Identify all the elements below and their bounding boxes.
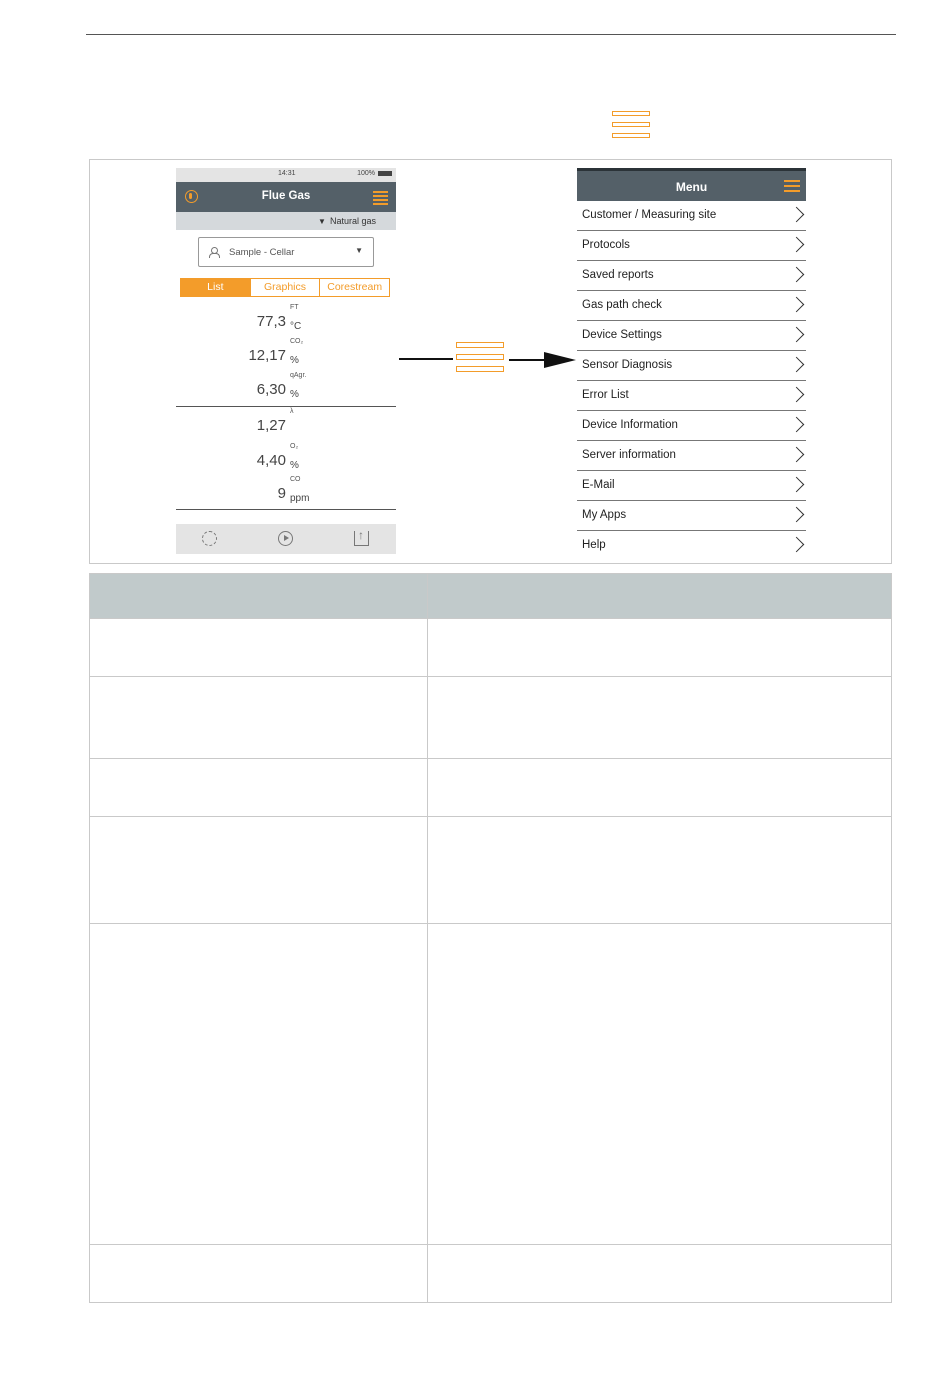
measurement-value: 9 xyxy=(277,485,286,502)
connector-line xyxy=(399,358,453,360)
menu-item-help[interactable] xyxy=(577,531,806,561)
chevron-right-icon xyxy=(789,387,805,403)
chevron-right-icon xyxy=(789,537,805,553)
table-cell xyxy=(90,677,428,759)
menu-item-device-information[interactable] xyxy=(577,411,806,441)
battery-icon xyxy=(378,171,392,176)
table-row xyxy=(90,1245,892,1303)
tab-list[interactable]: List xyxy=(181,279,251,296)
description-table xyxy=(89,573,892,1303)
menu-item-e-mail[interactable] xyxy=(577,471,806,501)
chevron-right-icon xyxy=(789,297,805,313)
connector-line xyxy=(509,359,547,361)
measurement-unit: % xyxy=(290,389,299,400)
menu-item-my-apps[interactable] xyxy=(577,501,806,531)
measurement-parameter: FT xyxy=(290,304,299,311)
menu-item-customer-measuring-site[interactable] xyxy=(577,201,806,231)
table-row xyxy=(90,759,892,817)
measurement-row xyxy=(176,443,396,473)
table-cell xyxy=(90,817,428,924)
menu-item-saved-reports[interactable] xyxy=(577,261,806,291)
person-icon xyxy=(209,247,218,257)
table-cell xyxy=(428,924,892,1245)
play-icon[interactable] xyxy=(278,531,293,546)
table-header-cell xyxy=(90,574,428,619)
measurement-parameter: O₂ xyxy=(290,443,299,450)
status-bar xyxy=(176,168,396,182)
measurement-row xyxy=(176,476,396,506)
menu-item-label: Help xyxy=(582,539,606,551)
table-row xyxy=(90,817,892,924)
table-header-row xyxy=(90,574,892,619)
measurement-value: 1,27 xyxy=(256,417,286,434)
customer-value: Sample - Cellar xyxy=(229,247,295,258)
phone-screen-flue-gas xyxy=(176,168,396,554)
hamburger-menu-icon[interactable] xyxy=(784,180,800,195)
measurement-parameter: CO xyxy=(290,476,301,483)
table-row xyxy=(90,619,892,677)
menu-item-server-information[interactable] xyxy=(577,441,806,471)
measurement-unit: % xyxy=(290,355,299,366)
menu-item-label: Error List xyxy=(582,389,629,401)
export-icon[interactable] xyxy=(354,531,369,546)
menu-item-error-list[interactable] xyxy=(577,381,806,411)
status-time: 14:31 xyxy=(278,170,296,177)
menu-item-label: Saved reports xyxy=(582,269,654,281)
chevron-right-icon xyxy=(789,327,805,343)
chevron-right-icon xyxy=(789,447,805,463)
measurement-row xyxy=(176,304,396,334)
measurement-row xyxy=(176,372,396,402)
table-cell xyxy=(90,759,428,817)
menu-icon xyxy=(456,342,504,378)
menu-item-protocols[interactable] xyxy=(577,231,806,261)
caret-down-icon: ▼ xyxy=(355,246,363,255)
measurement-unit: % xyxy=(290,460,299,471)
measurement-divider xyxy=(176,406,396,407)
tab-graphics[interactable]: Graphics xyxy=(251,279,321,296)
menu-item-gas-path-check[interactable] xyxy=(577,291,806,321)
chevron-right-icon xyxy=(789,267,805,283)
table-row xyxy=(90,924,892,1245)
menu-title: Menu xyxy=(675,180,708,194)
table-header-cell xyxy=(428,574,892,619)
phone-footer xyxy=(176,524,396,554)
measurement-row xyxy=(176,338,396,368)
table-cell xyxy=(428,1245,892,1303)
triangle-down-icon: ▼ xyxy=(318,217,326,226)
hamburger-menu-icon[interactable] xyxy=(373,191,388,207)
tab-corestream[interactable]: Corestream xyxy=(327,281,383,293)
phone-screen-menu xyxy=(577,168,806,554)
menu-item-sensor-diagnosis[interactable] xyxy=(577,351,806,381)
chevron-right-icon xyxy=(789,237,805,253)
menu-item-label: E-Mail xyxy=(582,479,615,491)
fuel-selector[interactable] xyxy=(176,212,396,230)
menu-item-label: Gas path check xyxy=(582,299,662,311)
menu-item-device-settings[interactable] xyxy=(577,321,806,351)
table-cell xyxy=(428,619,892,677)
measurement-parameter: λ xyxy=(290,408,294,415)
menu-item-label: Customer / Measuring site xyxy=(582,209,717,221)
menu-item-label: Device Information xyxy=(582,419,678,431)
phone-header xyxy=(176,182,396,212)
menu-item-label: My Apps xyxy=(582,509,627,521)
menu-item-label: Server information xyxy=(582,449,676,461)
fuel-label: Natural gas xyxy=(329,216,376,226)
menu-item-label: Device Settings xyxy=(582,329,662,341)
table-cell xyxy=(428,817,892,924)
chevron-right-icon xyxy=(789,477,805,493)
chevron-right-icon xyxy=(789,417,805,433)
measurement-row xyxy=(176,408,396,438)
menu-item-label: Sensor Diagnosis xyxy=(582,359,673,371)
menu-item-label: Protocols xyxy=(582,239,630,251)
measurement-parameter: qAgr. xyxy=(290,372,307,379)
measurement-parameter: CO₂ xyxy=(290,338,304,345)
measurement-value: 4,40 xyxy=(256,452,286,469)
table-cell xyxy=(428,677,892,759)
measurement-unit: ppm xyxy=(290,493,310,504)
table-cell xyxy=(428,759,892,817)
top-rule xyxy=(86,34,896,35)
arrow-right-icon xyxy=(544,352,576,368)
view-tabs xyxy=(180,278,390,297)
chevron-right-icon xyxy=(789,507,805,523)
measurement-divider xyxy=(176,509,396,510)
measurement-unit: °C xyxy=(290,321,302,332)
chevron-right-icon xyxy=(789,207,805,223)
table-cell xyxy=(90,619,428,677)
menu-header xyxy=(577,168,806,201)
gear-icon[interactable] xyxy=(202,531,217,546)
status-battery xyxy=(357,170,392,177)
table-row xyxy=(90,677,892,759)
table-cell xyxy=(90,1245,428,1303)
measurement-value: 6,30 xyxy=(256,381,286,398)
battery-level: 100% xyxy=(357,170,375,177)
chevron-right-icon xyxy=(789,357,805,373)
phone-title: Flue Gas xyxy=(261,190,311,202)
table-cell xyxy=(90,924,428,1245)
measurement-value: 77,3 xyxy=(256,313,286,330)
menu-icon xyxy=(612,111,650,141)
customer-dropdown[interactable] xyxy=(198,237,374,267)
measurement-value: 12,17 xyxy=(248,347,286,364)
